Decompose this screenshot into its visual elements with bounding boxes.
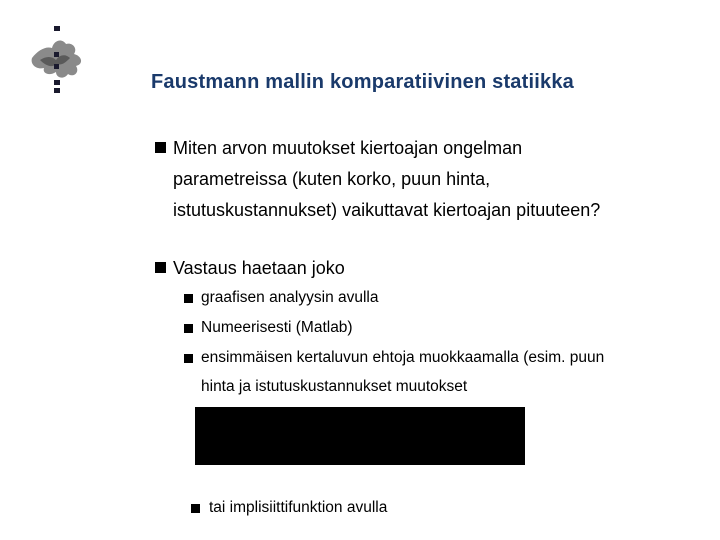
square-bullet-icon (184, 324, 193, 333)
university-logo (22, 24, 92, 96)
square-bullet-icon (155, 142, 166, 153)
sub-bullet-text: ensimmäisen kertaluvun ehtoja muokkaamalla (esim. puun (201, 349, 605, 366)
bullet-text: istutuskustannukset) vaikuttavat kiertoajan pituuteen? (173, 200, 601, 220)
square-bullet-icon (184, 294, 193, 303)
redacted-formula-box (195, 407, 525, 465)
square-bullet-icon (191, 504, 200, 513)
sub-bullet-3-continuation: hinta ja istutuskustannukset muutokset (201, 378, 468, 395)
bullet-text: parametreissa (kuten korko, puun hinta, (173, 169, 491, 189)
page-title: Faustmann mallin komparatiivinen statiikka (151, 71, 574, 93)
sub-bullet-text: graafisen analyysin avulla (201, 289, 379, 306)
bullet-text: Miten arvon muutokset kiertoajan ongelman (173, 138, 523, 158)
square-bullet-icon (184, 354, 193, 363)
square-bullet-icon (155, 262, 166, 273)
bullet-text: Vastaus haetaan joko (173, 258, 345, 278)
sub-bullet-text: Numeerisesti (Matlab) (201, 319, 353, 336)
sub-bullet-text: tai implisiittifunktion avulla (209, 499, 388, 516)
